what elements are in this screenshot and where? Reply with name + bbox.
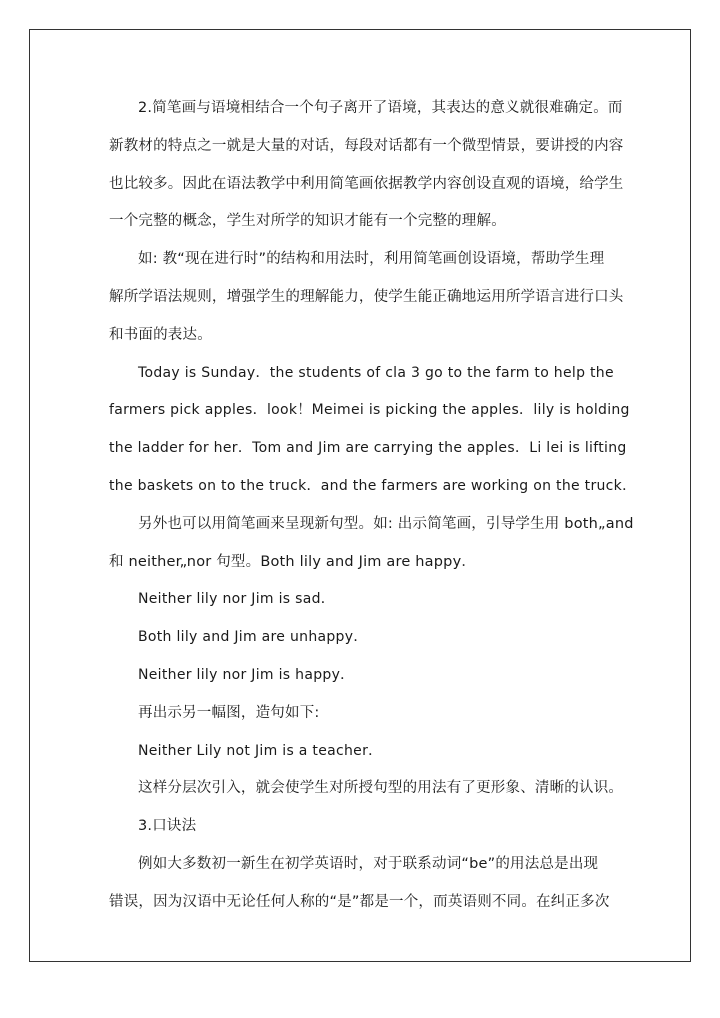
text-line: 新教材的特点之一就是大量的对话，每段对话都有一个微型情景，要讲授的内容	[109, 137, 624, 154]
text-line: 和 neither„nor 句型。Both lily and Jim are happy．	[109, 553, 477, 570]
text-line: 解所学语法规则，增强学生的理解能力，使学生能正确地运用所学语言进行口头	[109, 288, 624, 305]
text-line: 再出示另一幅图，造句如下:	[138, 704, 320, 721]
text-line: Neither lily nor Jim is happy．	[138, 666, 355, 683]
text-line: farmers pick apples．look！Meimei is picking the apples．lily is holding	[109, 402, 630, 419]
text-line: 例如大多数初一新生在初学英语时，对于联系动词“be”的用法总是出现	[138, 855, 599, 872]
text-line: 和书面的表达。	[109, 326, 212, 343]
text-line: 如: 教“现在进行时”的结构和用法时，利用简笔画创设语境，帮助学生理	[138, 251, 605, 268]
text-line: Both lily and Jim are unhappy．	[138, 629, 368, 646]
text-line: Today is Sunday．the students of cla 3 go to the farm to help the	[138, 364, 614, 381]
text-line: Neither Lily not Jim is a teacher．	[138, 742, 383, 759]
text-line: Neither lily nor Jim is sad．	[138, 591, 336, 608]
text-line: 2.简笔画与语境相结合一个句子离开了语境，其表达的意义就很难确定。而	[138, 100, 623, 116]
text-line: the ladder for her．Tom and Jim are carrying the apples．Li lei is lifting	[109, 440, 627, 457]
section-heading: 3.口诀法	[138, 818, 197, 835]
document-body	[109, 90, 637, 922]
text-line: 一个完整的概念，学生对所学的知识才能有一个完整的理解。	[109, 213, 506, 230]
text-line: 另外也可以用简笔画来呈现新句型。如: 出示简笔画，引导学生用 both„and	[138, 515, 634, 532]
text-line: the baskets on to the truck．and the farmers are working on the truck．	[109, 477, 637, 494]
text-line: 也比较多。因此在语法教学中利用简笔画依据教学内容创设直观的语境，给学生	[109, 175, 624, 192]
text-line: 这样分层次引入，就会使学生对所授句型的用法有了更形象、清晰的认识。	[138, 780, 624, 797]
text-line: 错误，因为汉语中无论任何人称的“是”都是一个，而英语则不同。在纠正多次	[109, 893, 610, 910]
